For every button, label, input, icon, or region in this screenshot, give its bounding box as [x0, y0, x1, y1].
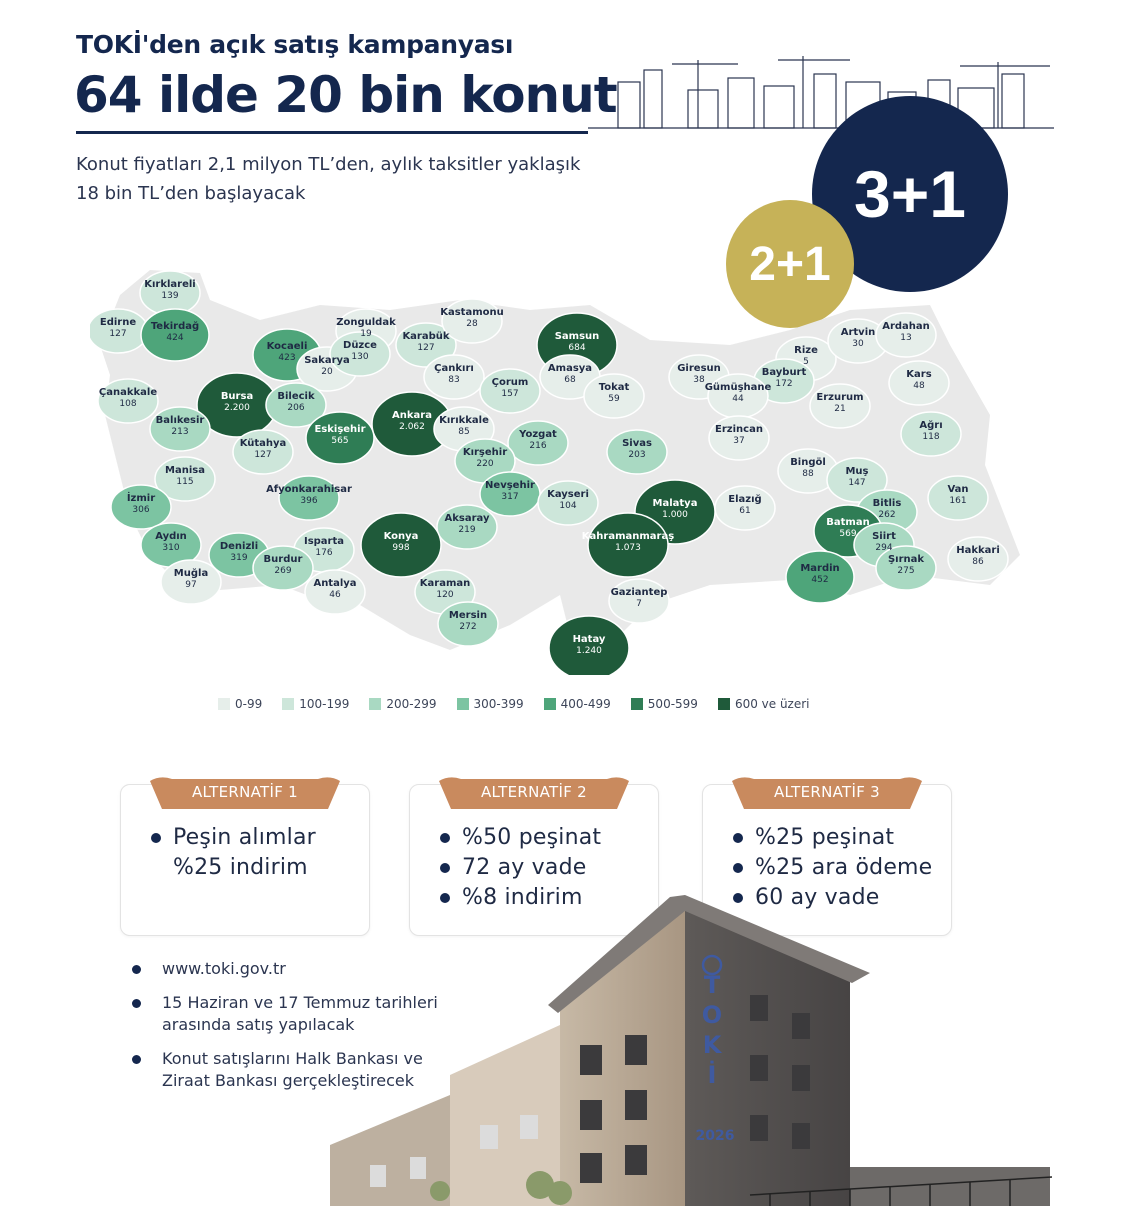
turkey-province-map [90, 255, 1030, 675]
legend-swatch [544, 698, 556, 710]
alternative-title: ALTERNATİF 3 [773, 783, 881, 801]
legend-label: 400-499 [560, 697, 611, 711]
province-name: Eskişehir [314, 424, 366, 435]
legend-item [544, 697, 611, 711]
legend-swatch [631, 698, 643, 710]
province-name: Kırklareli [144, 279, 196, 290]
province-value: 88 [802, 469, 814, 479]
province-value: 7 [636, 599, 642, 609]
province-name: Kars [906, 369, 932, 380]
title-underline [76, 131, 588, 134]
bullet-icon [440, 833, 450, 843]
subtitle-line-2: 18 bin TL’den başlayacak [76, 183, 306, 204]
legend-item [218, 697, 262, 711]
province-name: Amasya [547, 363, 593, 374]
province-value: 262 [878, 510, 896, 520]
legend-label: 600 ve üzeri [734, 697, 810, 711]
province-name: Bilecik [277, 391, 315, 402]
province-name: Artvin [840, 327, 876, 338]
province-value: 569 [839, 529, 857, 539]
map-legend [218, 697, 810, 711]
alternative-term [151, 853, 359, 883]
province-name: Gümüşhane [704, 382, 772, 393]
province-value: 2.062 [399, 422, 425, 432]
building-sign-letters: T O K İ [701, 971, 723, 1089]
bullet-icon [132, 1055, 141, 1064]
province-value: 97 [185, 580, 197, 590]
province-value: 161 [949, 496, 967, 506]
province-value: 1.073 [615, 543, 641, 553]
province-value: 306 [132, 505, 150, 515]
province-value: 68 [564, 375, 576, 385]
province-name: Düzce [343, 340, 377, 351]
province-value: 219 [458, 525, 476, 535]
province-value: 127 [109, 329, 127, 339]
province-value: 120 [436, 590, 454, 600]
province-name: Kocaeli [266, 341, 308, 352]
province-value: 20 [321, 367, 333, 377]
province-name: Gaziantep [610, 587, 668, 598]
subtitle-line-1: Konut fiyatları 2,1 milyon TL’den, aylık taksitler yaklaşık [76, 154, 581, 175]
province-value: 46 [329, 590, 341, 600]
province-name: Bursa [220, 391, 254, 402]
province-name: Siirt [872, 531, 896, 542]
province-name: Denizli [219, 541, 259, 552]
province-value: 118 [922, 432, 940, 442]
legend-label: 200-299 [386, 697, 437, 711]
info-text: www.toki.gov.tr [162, 959, 286, 978]
province-name: Kahramanmaraş [581, 531, 675, 542]
alternative-title: ALTERNATİF 2 [480, 783, 588, 801]
subtitle [76, 150, 676, 208]
province-name: Çorum [491, 377, 529, 388]
province-value: 115 [176, 477, 194, 487]
province-name: Sakarya [304, 355, 350, 366]
province-value: 38 [693, 375, 705, 385]
alternative-tab [439, 775, 629, 805]
province-value: 127 [254, 450, 272, 460]
bullet-icon [440, 863, 450, 873]
province-value: 5 [803, 357, 809, 367]
province-name: Erzurum [816, 392, 864, 403]
province-name: Karaman [419, 578, 471, 589]
alternative-title: ALTERNATİF 1 [191, 783, 299, 801]
province-value: 396 [300, 496, 318, 506]
province-name: Çanakkale [98, 387, 158, 398]
bullet-icon [132, 999, 141, 1008]
province-value: 172 [775, 379, 793, 389]
province-value: 317 [501, 492, 519, 502]
toki-building-photo [330, 895, 1052, 1206]
alternative-tab [150, 775, 340, 805]
info-text: 15 Haziran ve 17 Temmuz tarihleri arasında satış yapılacak [162, 993, 438, 1034]
province-value: 565 [331, 436, 349, 446]
alternative-term [151, 823, 359, 853]
province-name: Kütahya [239, 438, 287, 449]
province-name: Bingöl [790, 457, 826, 468]
alternative-term-text: %8 indirim [462, 885, 583, 910]
province-name: Kayseri [547, 489, 589, 500]
province-name: Şırnak [887, 554, 925, 565]
province-name: Aydın [155, 531, 187, 542]
province-name: Van [947, 484, 969, 495]
province-name: Karabük [402, 331, 450, 342]
province-value: 424 [166, 333, 184, 343]
province-name: Muğla [173, 568, 209, 579]
province-name: Mardin [800, 563, 840, 574]
province-value: 294 [875, 543, 893, 553]
province-value: 206 [287, 403, 305, 413]
province-value: 28 [466, 319, 478, 329]
province-name: Ankara [392, 410, 432, 421]
bullet-icon [132, 965, 141, 974]
province-value: 319 [230, 553, 248, 563]
skyline-illustration [588, 52, 1054, 132]
province-value: 86 [972, 557, 984, 567]
province-name: Bitlis [872, 498, 902, 509]
bullet-icon [733, 833, 743, 843]
province-value: 48 [913, 381, 925, 391]
alternative-term-text: Peşin alımlar [173, 825, 316, 850]
province-value: 130 [351, 352, 369, 362]
legend-swatch [457, 698, 469, 710]
province-value: 30 [852, 339, 864, 349]
province-name: Erzincan [715, 424, 763, 435]
province-value: 213 [171, 427, 189, 437]
alternative-term-text: %50 peşinat [462, 825, 602, 850]
province-value: 423 [278, 353, 296, 363]
province-value: 2.200 [224, 403, 250, 413]
province-value: 59 [608, 394, 620, 404]
province-value: 176 [315, 548, 333, 558]
legend-swatch [218, 698, 230, 710]
alternative-term-text: %25 indirim [173, 855, 308, 880]
province-name: Kırıkkale [439, 415, 489, 426]
legend-item [369, 697, 436, 711]
province-name: Antalya [313, 578, 357, 589]
badge-3-plus-1: 3+1 [812, 96, 1008, 292]
province-value: 19 [360, 329, 372, 339]
province-value: 139 [161, 291, 179, 301]
province-value: 998 [392, 543, 410, 553]
province-value: 44 [732, 394, 744, 404]
bullet-icon [733, 863, 743, 873]
alternative-term [440, 823, 648, 853]
alternative-term [733, 823, 941, 853]
alternative-term [440, 853, 648, 883]
province-value: 220 [476, 459, 494, 469]
legend-item [457, 697, 524, 711]
province-value: 310 [162, 543, 180, 553]
legend-item [631, 697, 698, 711]
province-value: 216 [529, 441, 547, 451]
legend-label: 300-399 [473, 697, 524, 711]
province-name: Sivas [622, 438, 652, 449]
province-name: Edirne [99, 317, 137, 328]
alternative-term-text: %25 ara ödeme [755, 855, 933, 880]
province-name: Ardahan [882, 321, 930, 332]
province-value: 275 [897, 566, 915, 576]
alternative-term-text: 72 ay vade [462, 855, 587, 880]
alternative-term [733, 853, 941, 883]
province-name: Giresun [677, 363, 721, 374]
province-name: Konya [383, 531, 419, 542]
province-value: 1.240 [576, 646, 602, 656]
province-name: Manisa [165, 465, 205, 476]
province-name: Rize [794, 345, 818, 356]
province-value: 157 [501, 389, 519, 399]
province-name: Malatya [652, 498, 698, 509]
province-name: Afyonkarahisar [266, 484, 352, 495]
legend-label: 500-599 [647, 697, 698, 711]
province-name: Samsun [554, 331, 600, 342]
legend-item [282, 697, 349, 711]
province-name: Kırşehir [462, 447, 508, 458]
header-headline: 64 ilde 20 bin konut [74, 66, 617, 124]
province-name: Batman [826, 517, 870, 528]
province-name: Tekirdağ [150, 321, 200, 332]
legend-swatch [282, 698, 294, 710]
province-name: Tokat [598, 382, 630, 393]
province-value: 147 [848, 478, 866, 488]
province-name: Balıkesir [155, 415, 205, 426]
province-value: 13 [900, 333, 912, 343]
province-name: Muş [845, 466, 869, 477]
province-name: Burdur [263, 554, 303, 565]
bullet-icon [151, 833, 161, 843]
province-value: 1.000 [662, 510, 688, 520]
province-value: 21 [834, 404, 846, 414]
alternative-term-text: 60 ay vade [755, 885, 880, 910]
province-value: 269 [274, 566, 292, 576]
province-name: Nevşehir [485, 480, 535, 491]
province-name: Yozgat [519, 429, 557, 440]
province-name: Kastamonu [440, 307, 504, 318]
info-text: Konut satışlarını Halk Bankası ve Ziraat Bankası gerçekleştirecek [162, 1049, 423, 1090]
province-name: Zonguldak [336, 317, 396, 328]
province-name: Elazığ [728, 494, 762, 505]
province-value: 203 [628, 450, 646, 460]
legend-swatch [718, 698, 730, 710]
province-value: 684 [568, 343, 586, 353]
legend-item [718, 697, 810, 711]
province-value: 85 [458, 427, 470, 437]
province-name: Bayburt [761, 367, 807, 378]
province-name: Mersin [448, 610, 488, 621]
province-value: 108 [119, 399, 137, 409]
alternative-terms [151, 823, 359, 883]
province-value: 127 [417, 343, 435, 353]
legend-label: 0-99 [235, 697, 263, 711]
building-sign-year: 2026 [695, 1128, 735, 1144]
province-name: Hakkari [956, 545, 1000, 556]
province-name: Isparta [303, 536, 345, 547]
province-name: Çankırı [434, 363, 474, 374]
header-kicker: TOKİ'den açık satış kampanyası [76, 30, 514, 59]
province-name: Aksaray [444, 513, 490, 524]
badge-2-plus-1: 2+1 [726, 200, 854, 328]
alternative-term-text: %25 peşinat [755, 825, 895, 850]
province-value: 104 [559, 501, 577, 511]
alternative-tab [732, 775, 922, 805]
province-value: 37 [733, 436, 745, 446]
legend-label: 100-199 [299, 697, 350, 711]
province-value: 272 [459, 622, 477, 632]
province-value: 83 [448, 375, 460, 385]
province-value: 61 [739, 506, 751, 516]
province-name: Hatay [572, 634, 606, 645]
province-value: 452 [811, 575, 829, 585]
province-name: İzmir [126, 493, 156, 504]
province-name: Ağrı [919, 420, 943, 431]
legend-swatch [369, 698, 381, 710]
